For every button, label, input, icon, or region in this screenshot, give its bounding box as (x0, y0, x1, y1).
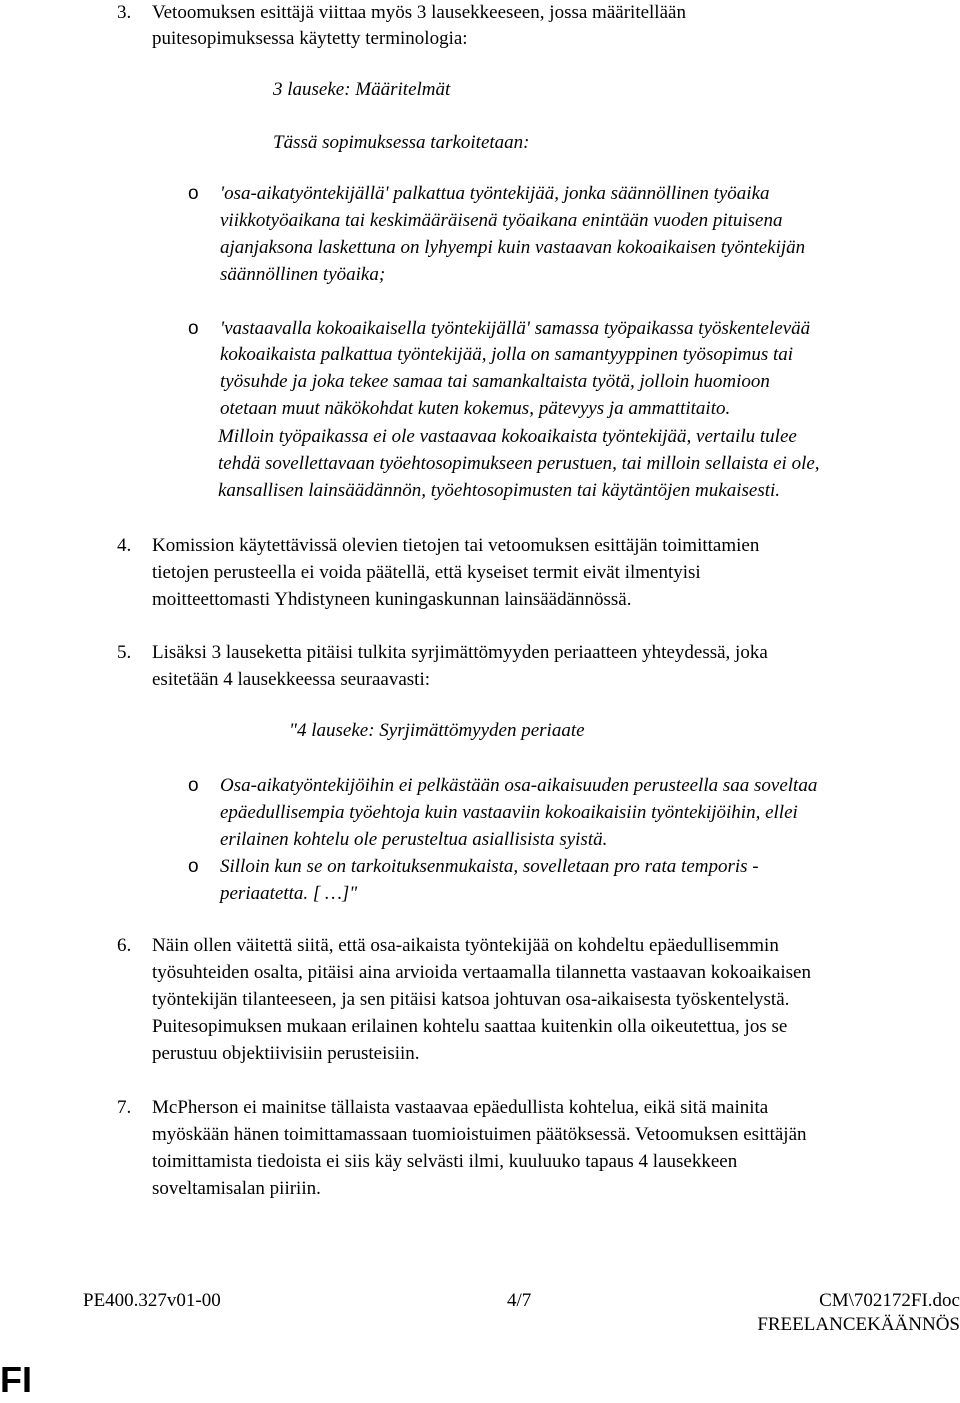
paragraph-line: esitetään 4 lausekkeessa seuraavasti: (152, 669, 431, 690)
clause-intro: Tässä sopimuksessa tarkoitetaan: (273, 132, 530, 153)
bullet-line: otetaan muut näkökohdat kuten kokemus, pätevyys ja ammattitaito. (220, 398, 731, 419)
paragraph-line: Lisäksi 3 lauseketta pitäisi tulkita syrjimättömyyden periaatteen yhteydessä, joka (152, 642, 768, 663)
paragraph-line: Näin ollen väitettä siitä, että osa-aikaista työntekijää on kohdeltu epäedullisemmin (152, 935, 779, 956)
paragraph-line: soveltamisalan piiriin. (152, 1178, 321, 1199)
paragraph-line: Komission käytettävissä olevien tietojen tai vetoomuksen esittäjän toimittamien (152, 535, 760, 556)
bullet-line: erilainen kohtelu ole perusteltua asiallisista syistä. (220, 829, 608, 850)
bullet-line: kokoaikaista palkattua työntekijää, jolla on samantyyppinen työsopimus tai (220, 344, 794, 365)
bullet-marker: o (188, 183, 199, 204)
language-code: FI (0, 1359, 32, 1400)
bullet-line: periaatetta. [ …]" (220, 883, 358, 904)
footer-reference: PE400.327v01-00 (83, 1290, 221, 1311)
clause-heading: 3 lauseke: Määritelmät (273, 79, 451, 100)
bullet-line: epäedullisempia työehtoja kuin vastaaviin kokoaikaisiin työntekijöihin, ellei (220, 802, 798, 823)
clause-heading: "4 lauseke: Syrjimättömyyden periaate (289, 720, 585, 741)
footer-translation-note: FREELANCEKÄÄNNÖS (757, 1314, 960, 1335)
paragraph-number: 4. (117, 535, 132, 556)
bullet-marker: o (188, 318, 199, 339)
paragraph-line: moitteettomasti Yhdistyneen kuningaskunnan lainsäädännössä. (152, 589, 632, 610)
paragraph-line: toimittamista tiedoista ei siis käy selvästi ilmi, kuuluuko tapaus 4 lausekkeen (152, 1151, 738, 1172)
bullet-line: kansallisen lainsäädännön, työehtosopimusten tai käytäntöjen mukaisesti. (218, 480, 781, 501)
bullet-line: 'vastaavalla kokoaikaisella työntekijällä' samassa työpaikassa työskentelevää (220, 318, 811, 339)
bullet-line: Silloin kun se on tarkoituksenmukaista, sovelletaan pro rata temporis - (220, 856, 759, 877)
footer-page-number: 4/7 (507, 1290, 532, 1311)
paragraph-line: työntekijän tilanteeseen, ja sen pitäisi katsoa johtuvan osa-aikaisesta työskentelystä. (152, 989, 790, 1010)
paragraph-number: 3. (117, 2, 132, 23)
paragraph-line: McPherson ei mainitse tällaista vastaavaa epäedullista kohtelua, eikä sitä mainita (152, 1097, 769, 1118)
paragraph-line: perustuu objektiivisiin perusteisiin. (152, 1043, 420, 1064)
footer-document-name: CM\702172FI.doc (819, 1290, 960, 1311)
paragraph-number: 5. (117, 642, 132, 663)
bullet-marker: o (188, 856, 199, 877)
bullet-line: ajanjaksona laskettuna on lyhyempi kuin vastaavan kokoaikaisen työntekijän (220, 237, 806, 258)
bullet-line: Osa-aikatyöntekijöihin ei pelkästään osa-aikaisuuden perusteella saa soveltaa (220, 775, 818, 796)
bullet-line: 'osa-aikatyöntekijällä' palkattua työntekijää, jonka säännöllinen työaika (220, 183, 770, 204)
paragraph-line: tietojen perusteella ei voida päätellä, että kyseiset termit eivät ilmentyisi (152, 562, 701, 583)
paragraph-line: myöskään hänen toimittamassaan tuomioistuimen päätöksessä. Vetoomuksen esittäjän (152, 1124, 807, 1145)
paragraph-number: 7. (117, 1097, 132, 1118)
paragraph-line: puitesopimuksessa käytetty terminologia: (152, 28, 468, 49)
bullet-line: säännöllinen työaika; (220, 264, 386, 285)
paragraph-number: 6. (117, 935, 132, 956)
bullet-line: tehdä sovellettavaan työehtosopimukseen perustuen, tai milloin sellaista ei ole, (218, 453, 820, 474)
paragraph-line: työsuhteiden osalta, pitäisi aina arvioida vertaamalla tilannetta vastaavan kokoaikaisen (152, 962, 811, 983)
bullet-line: Milloin työpaikassa ei ole vastaavaa kokoaikaista työntekijää, vertailu tulee (218, 426, 797, 447)
bullet-line: työsuhde ja joka tekee samaa tai samankaltaista työtä, jolloin huomioon (220, 371, 770, 392)
paragraph-line: Vetoomuksen esittäjä viittaa myös 3 lausekkeeseen, jossa määritellään (152, 2, 686, 23)
bullet-marker: o (188, 775, 199, 796)
paragraph-line: Puitesopimuksen mukaan erilainen kohtelu saattaa kuitenkin olla oikeutettua, jos se (152, 1016, 788, 1037)
bullet-line: viikkotyöaikana tai keskimääräisenä työaikana enintään vuoden pituisena (220, 210, 783, 231)
